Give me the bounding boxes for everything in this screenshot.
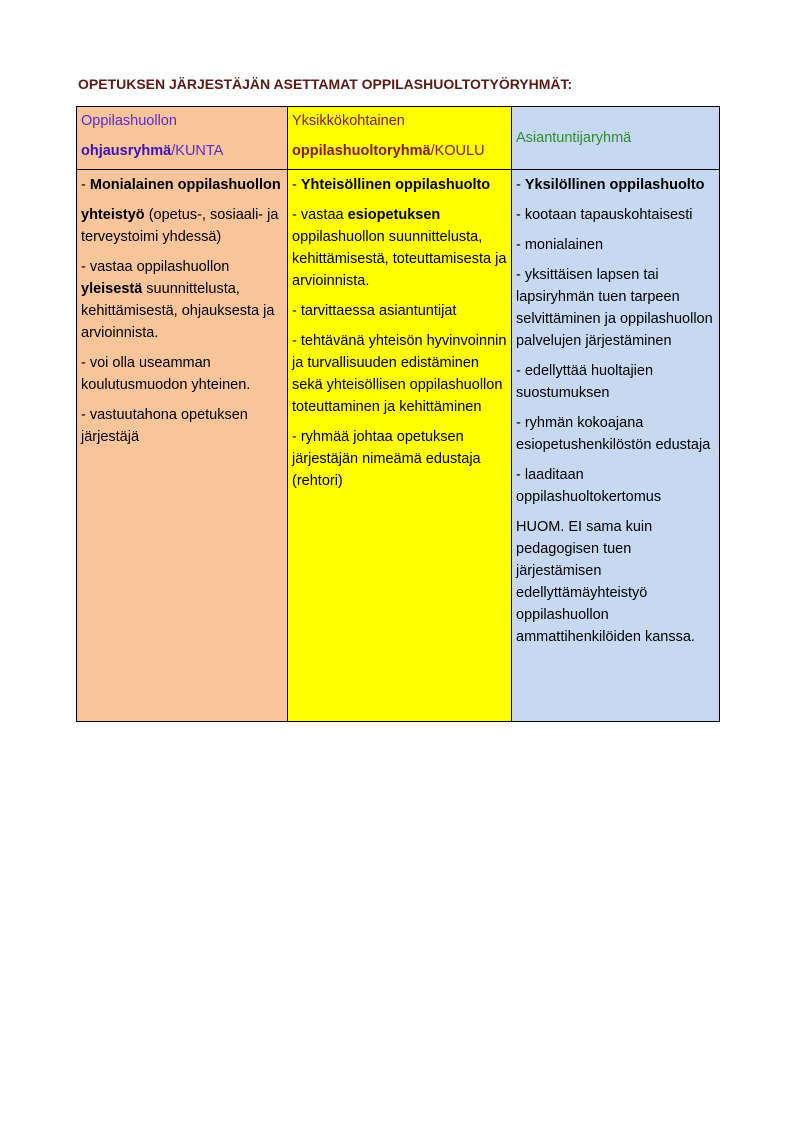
intro-dash: -: [292, 177, 301, 193]
bold-text: yhteistyö: [81, 207, 145, 223]
header-line1: Oppilashuollon: [81, 113, 177, 129]
intro-dash: -: [516, 177, 525, 193]
intro-text: [292, 174, 507, 196]
paragraph: [81, 256, 283, 344]
header-line2-bold: ohjausryhmä: [81, 143, 172, 159]
paragraph: - vastuutahona opetuksen järjestäjä: [81, 407, 248, 445]
header-cell-unit-group: [288, 107, 512, 170]
header-line1: Yksikkökohtainen: [292, 113, 405, 129]
text: (opetus-, sosiaali- ja terveystoimi yhdessä): [81, 207, 279, 245]
body-cell-unit-group: [288, 170, 512, 722]
header-line2: [292, 140, 507, 162]
intro-bold: Monialainen oppilashuollon: [89, 177, 281, 193]
header-line2: [81, 140, 283, 162]
intro-bold: Yhteisöllinen oppilashuolto: [300, 177, 491, 193]
body-cell-steering-group: [77, 170, 288, 722]
body-cell-expert-group: [512, 170, 720, 722]
list-item: - ryhmän kokoajana esiopetushenkilöstön edustaja: [516, 415, 711, 453]
text: - vastaa oppilashuollon: [81, 259, 230, 275]
text: oppilashuollon suunnittelusta, kehittämisestä, toteuttamisesta ja arvioinnista.: [292, 229, 507, 289]
paragraph: [81, 204, 283, 248]
table-header-row: [77, 107, 720, 170]
bold-text: esiopetuksen: [347, 207, 441, 223]
list-item: - monialainen: [516, 237, 604, 253]
page-title: OPETUKSEN JÄRJESTÄJÄN ASETTAMAT OPPILASHUOLTOTYÖRYHMÄT:: [78, 76, 573, 92]
list-item: - yksittäisen lapsen tai lapsiryhmän tuen tarpeen selvittäminen ja oppilashuollon palvelujen järjestäminen: [516, 267, 713, 349]
paragraph: - voi olla useamman koulutusmuodon yhteinen.: [81, 355, 251, 393]
header-line2-rest: /KOULU: [430, 143, 485, 159]
header-cell-steering-group: [77, 107, 288, 170]
text: suunnittelusta, kehittämisestä, ohjauksesta ja arvioinnista.: [81, 281, 275, 341]
list-item: - kootaan tapauskohtaisesti: [516, 207, 693, 223]
paragraph: [292, 204, 507, 292]
header-cell-expert-group: [512, 107, 720, 170]
bold-text: yleisestä: [81, 281, 143, 297]
working-groups-table: [76, 106, 720, 722]
paragraph: - ryhmää johtaa opetuksen järjestäjän nimeämä edustaja (rehtori): [292, 429, 481, 489]
paragraph: - tarvittaessa asiantuntijat: [292, 303, 457, 319]
header-label: Asiantuntijaryhmä: [516, 130, 632, 146]
list-item: - laaditaan oppilashuoltokertomus: [516, 467, 662, 505]
header-line2-rest: /KUNTA: [171, 143, 224, 159]
paragraph: - tehtävänä yhteisön hyvinvoinnin ja turvallisuuden edistäminen sekä yhteisöllisen oppilashuollon toteuttaminen ja kehittäminen: [292, 333, 507, 415]
header-line2-bold: oppilashuoltoryhmä: [292, 143, 431, 159]
intro-text: [81, 174, 283, 196]
note-text: HUOM. EI sama kuin pedagogisen tuen järjestämisen edellyttämäyhteistyö oppilashuollon ammattihenkilöiden kanssa.: [516, 519, 695, 645]
intro-text: [516, 174, 715, 196]
text: - vastaa: [292, 207, 348, 223]
table-body-row: [77, 170, 720, 722]
list-item: - edellyttää huoltajien suostumuksen: [516, 363, 654, 401]
intro-dash: -: [81, 177, 90, 193]
intro-bold: Yksilöllinen oppilashuolto: [524, 177, 705, 193]
